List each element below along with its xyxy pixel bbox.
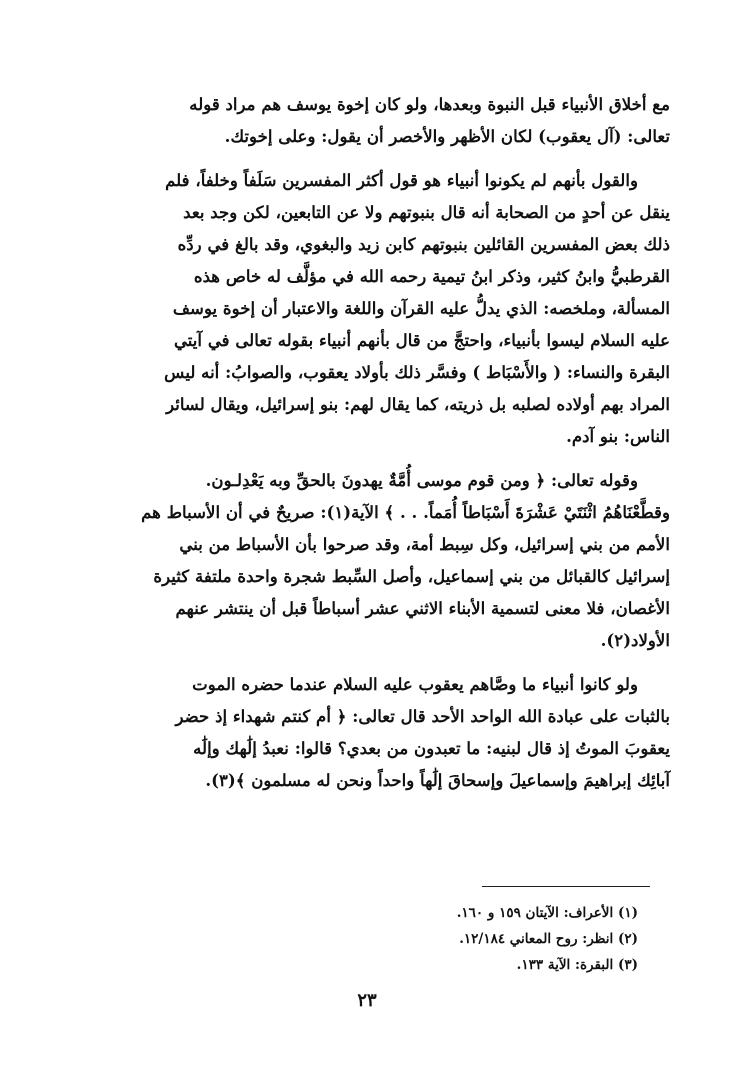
footnotes bbox=[64, 900, 638, 978]
paragraph-3 bbox=[96, 464, 670, 656]
text-line: آبائِك إبراهيمَ وإسماعيلَ وإسحاقَ إلَٰهاً واحداً ونحن له مسلمون ﴾(٣). bbox=[205, 770, 670, 790]
footnote-divider bbox=[482, 886, 650, 887]
text-line: إسرائيل كالقبائل من بني إسماعيل، وأصل السِّبط شجرة واحدة ملتفة كثيرة bbox=[153, 566, 670, 586]
text-line: يعقوبَ الموتُ إذ قال لبنيه: ما تعبدون من بعدي؟ قالوا: نعبدُ إلَٰهك وإلَٰه bbox=[193, 738, 670, 758]
text-line: الأغصان، فلا معنى لتسمية الأبناء الاثني عشر أسباطاً قبل أن ينتشر عنهم bbox=[175, 598, 670, 618]
footnote-3: (٣) البقرة: الآية ١٣٣. bbox=[516, 957, 638, 973]
footnote-2: (٢) انظر: روح المعاني ١٢/١٨٤. bbox=[459, 931, 638, 947]
page-number: ٢٣ bbox=[357, 990, 377, 1011]
paragraph-2 bbox=[96, 164, 670, 452]
text-line: مع أخلاق الأنبياء قبل النبوة وبعدها، ولو كان إخوة يوسف هم مراد قوله bbox=[189, 94, 670, 114]
text-line: بالثبات على عبادة الله الواحد الأحد قال تعالى: ﴿ أم كنتم شهداء إذ حضر bbox=[175, 706, 670, 726]
main-text bbox=[96, 88, 670, 808]
text-line: والقول بأنهم لم يكونوا أنبياء هو قول أكثر المفسرين سَلَفاً وخلفاً، فلم bbox=[165, 170, 638, 190]
text-line: تعالى: (آل يعقوب) لكان الأظهر والأخصر أن يقول: وعلى إخوتك. bbox=[224, 126, 670, 146]
text-line: وقوله تعالى: ﴿ ومن قوم موسى أُمَّةٌ يهدونَ بالحقِّ وبه يَعْدِلـون. bbox=[205, 470, 638, 490]
paragraph-4 bbox=[96, 668, 670, 796]
text-line: المراد بهم أولاده لصلبه بل ذريته، كما يقال لهم: بنو إسرائيل، ويقال لسائر bbox=[166, 394, 670, 414]
paragraph-1 bbox=[96, 88, 670, 152]
text-line: المسألة، وملخصه: الذي يدلُّ عليه القرآن واللغة والاعتبار أن إخوة يوسف bbox=[172, 298, 670, 318]
text-line: البقرة والنساء: ( والأَسْبَاط ) وفسَّر ذلك بأولاد يعقوب، والصوابُ: أنه ليس bbox=[164, 362, 670, 382]
text-line: الأمم من بني إسرائيل، وكل سِبط أمة، وقد صرحوا بأن الأسباط من بني bbox=[179, 534, 670, 554]
text-line: القرطبيُّ وابنُ كثير، وذكر ابنُ تيمية رحمه الله في مؤلَّف له خاص هذه bbox=[193, 266, 670, 286]
text-line: وقطَّعْنَاهُمُ اثْنَتَيْ عَشْرَةَ أَسْبَاطاً أُمَماً. . . ﴾ الآية(١): صريحٌ في أن الأسباط هم bbox=[141, 502, 670, 522]
text-line: ينقل عن أحدٍ من الصحابة أنه قال بنبوتهم ولا عن التابعين، لكن وجد بعد bbox=[183, 202, 670, 222]
text-line: الأولاد(٢). bbox=[600, 630, 670, 650]
text-line: عليه السلام ليسوا بأنبياء، واحتجَّ من قال بأنهم أنبياء بقوله تعالى في آيتي bbox=[173, 330, 670, 350]
footnote-1: (١) الأعراف: الآيتان ١٥٩ و ١٦٠. bbox=[456, 905, 638, 921]
text-line: الناس: بنو آدم. bbox=[566, 426, 670, 446]
text-line: ذلك بعض المفسرين القائلين بنبوتهم كابن زيد والبغوي، وقد بالغ في ردِّه bbox=[177, 234, 670, 254]
text-line: ولو كانوا أنبياء ما وصَّاهم يعقوب عليه السلام عندما حضره الموت bbox=[192, 674, 638, 694]
